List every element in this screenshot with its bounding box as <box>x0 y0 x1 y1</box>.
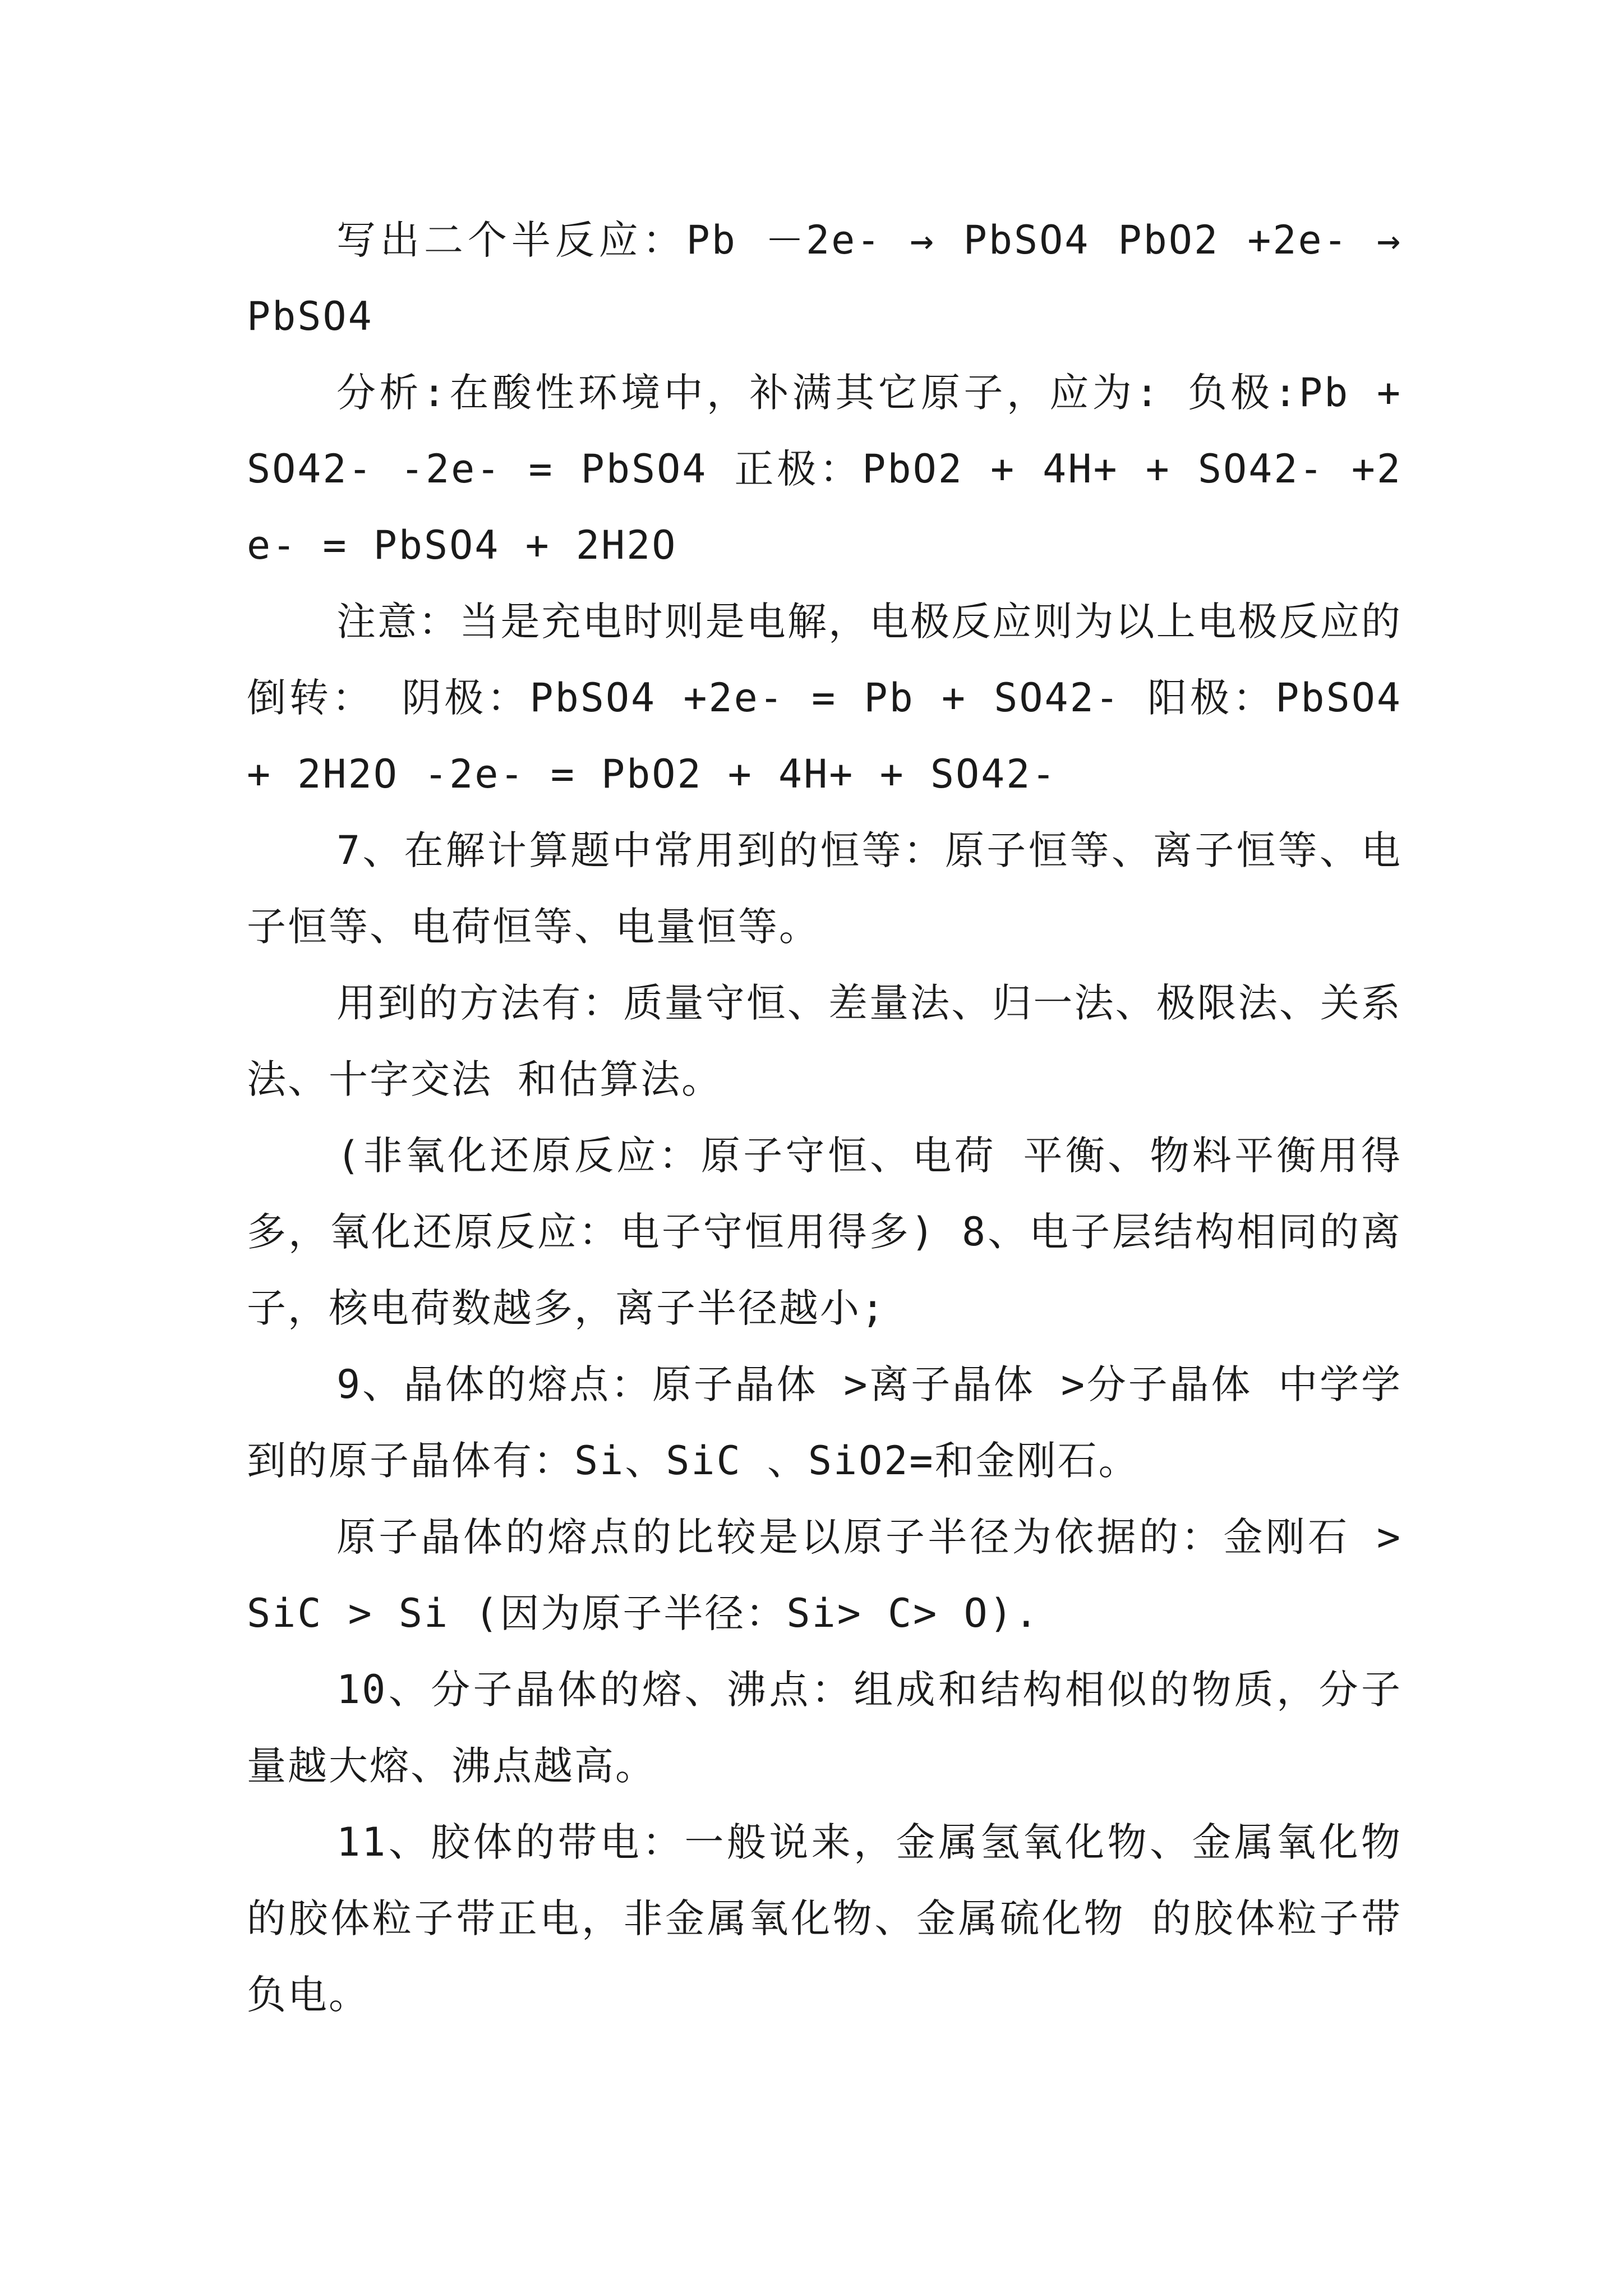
paragraph-item-10: 10、分子晶体的熔、沸点：组成和结构相似的物质，分子量越大熔、沸点越高。 <box>247 1667 1402 1789</box>
document-body <box>247 202 1402 2033</box>
paragraph-charging-note: 注意：当是充电时则是电解，电极反应则为以上电极反应的倒转： 阴极：PbSO4 +2e- = Pb + SO42- 阳极：PbSO4 + 2H2O -2e- = PbO2 + 4H+ + SO42- <box>247 599 1402 797</box>
paragraph-half-reactions: 写出二个半反应：Pb －2e- → PbSO4 PbO2 +2e- → PbSO4 <box>247 217 1402 339</box>
paragraph-item-11: 11、胶体的带电：一般说来，金属氢氧化物、金属氧化物的胶体粒子带正电，非金属氧化物、金属硫化物 的胶体粒子带负电。 <box>247 1819 1402 2018</box>
paragraph-atomic-crystal: 原子晶体的熔点的比较是以原子半径为依据的：金刚石 > SiC > Si (因为原子半径：Si> C> O). <box>247 1514 1402 1636</box>
paragraph-item-9: 9、晶体的熔点：原子晶体 >离子晶体 >分子晶体 中学学到的原子晶体有：Si、SiC 、SiO2=和金刚石。 <box>247 1361 1402 1484</box>
paragraph-item-8: (非氧化还原反应：原子守恒、电荷 平衡、物料平衡用得多，氧化还原反应：电子守恒用得多) 8、电子层结构相同的离子，核电荷数越多，离子半径越小; <box>247 1133 1402 1331</box>
paragraph-methods: 用到的方法有：质量守恒、差量法、归一法、极限法、关系法、十字交法 和估算法。 <box>247 980 1402 1102</box>
paragraph-analysis: 分析:在酸性环境中，补满其它原子，应为: 负极:Pb + SO42- -2e- = PbSO4 正极：PbO2 + 4H+ + SO42- +2e- = PbSO4 + 2H2O <box>247 370 1402 568</box>
paragraph-item-7: 7、在解计算题中常用到的恒等：原子恒等、离子恒等、电子恒等、电荷恒等、电量恒等。 <box>247 827 1402 950</box>
